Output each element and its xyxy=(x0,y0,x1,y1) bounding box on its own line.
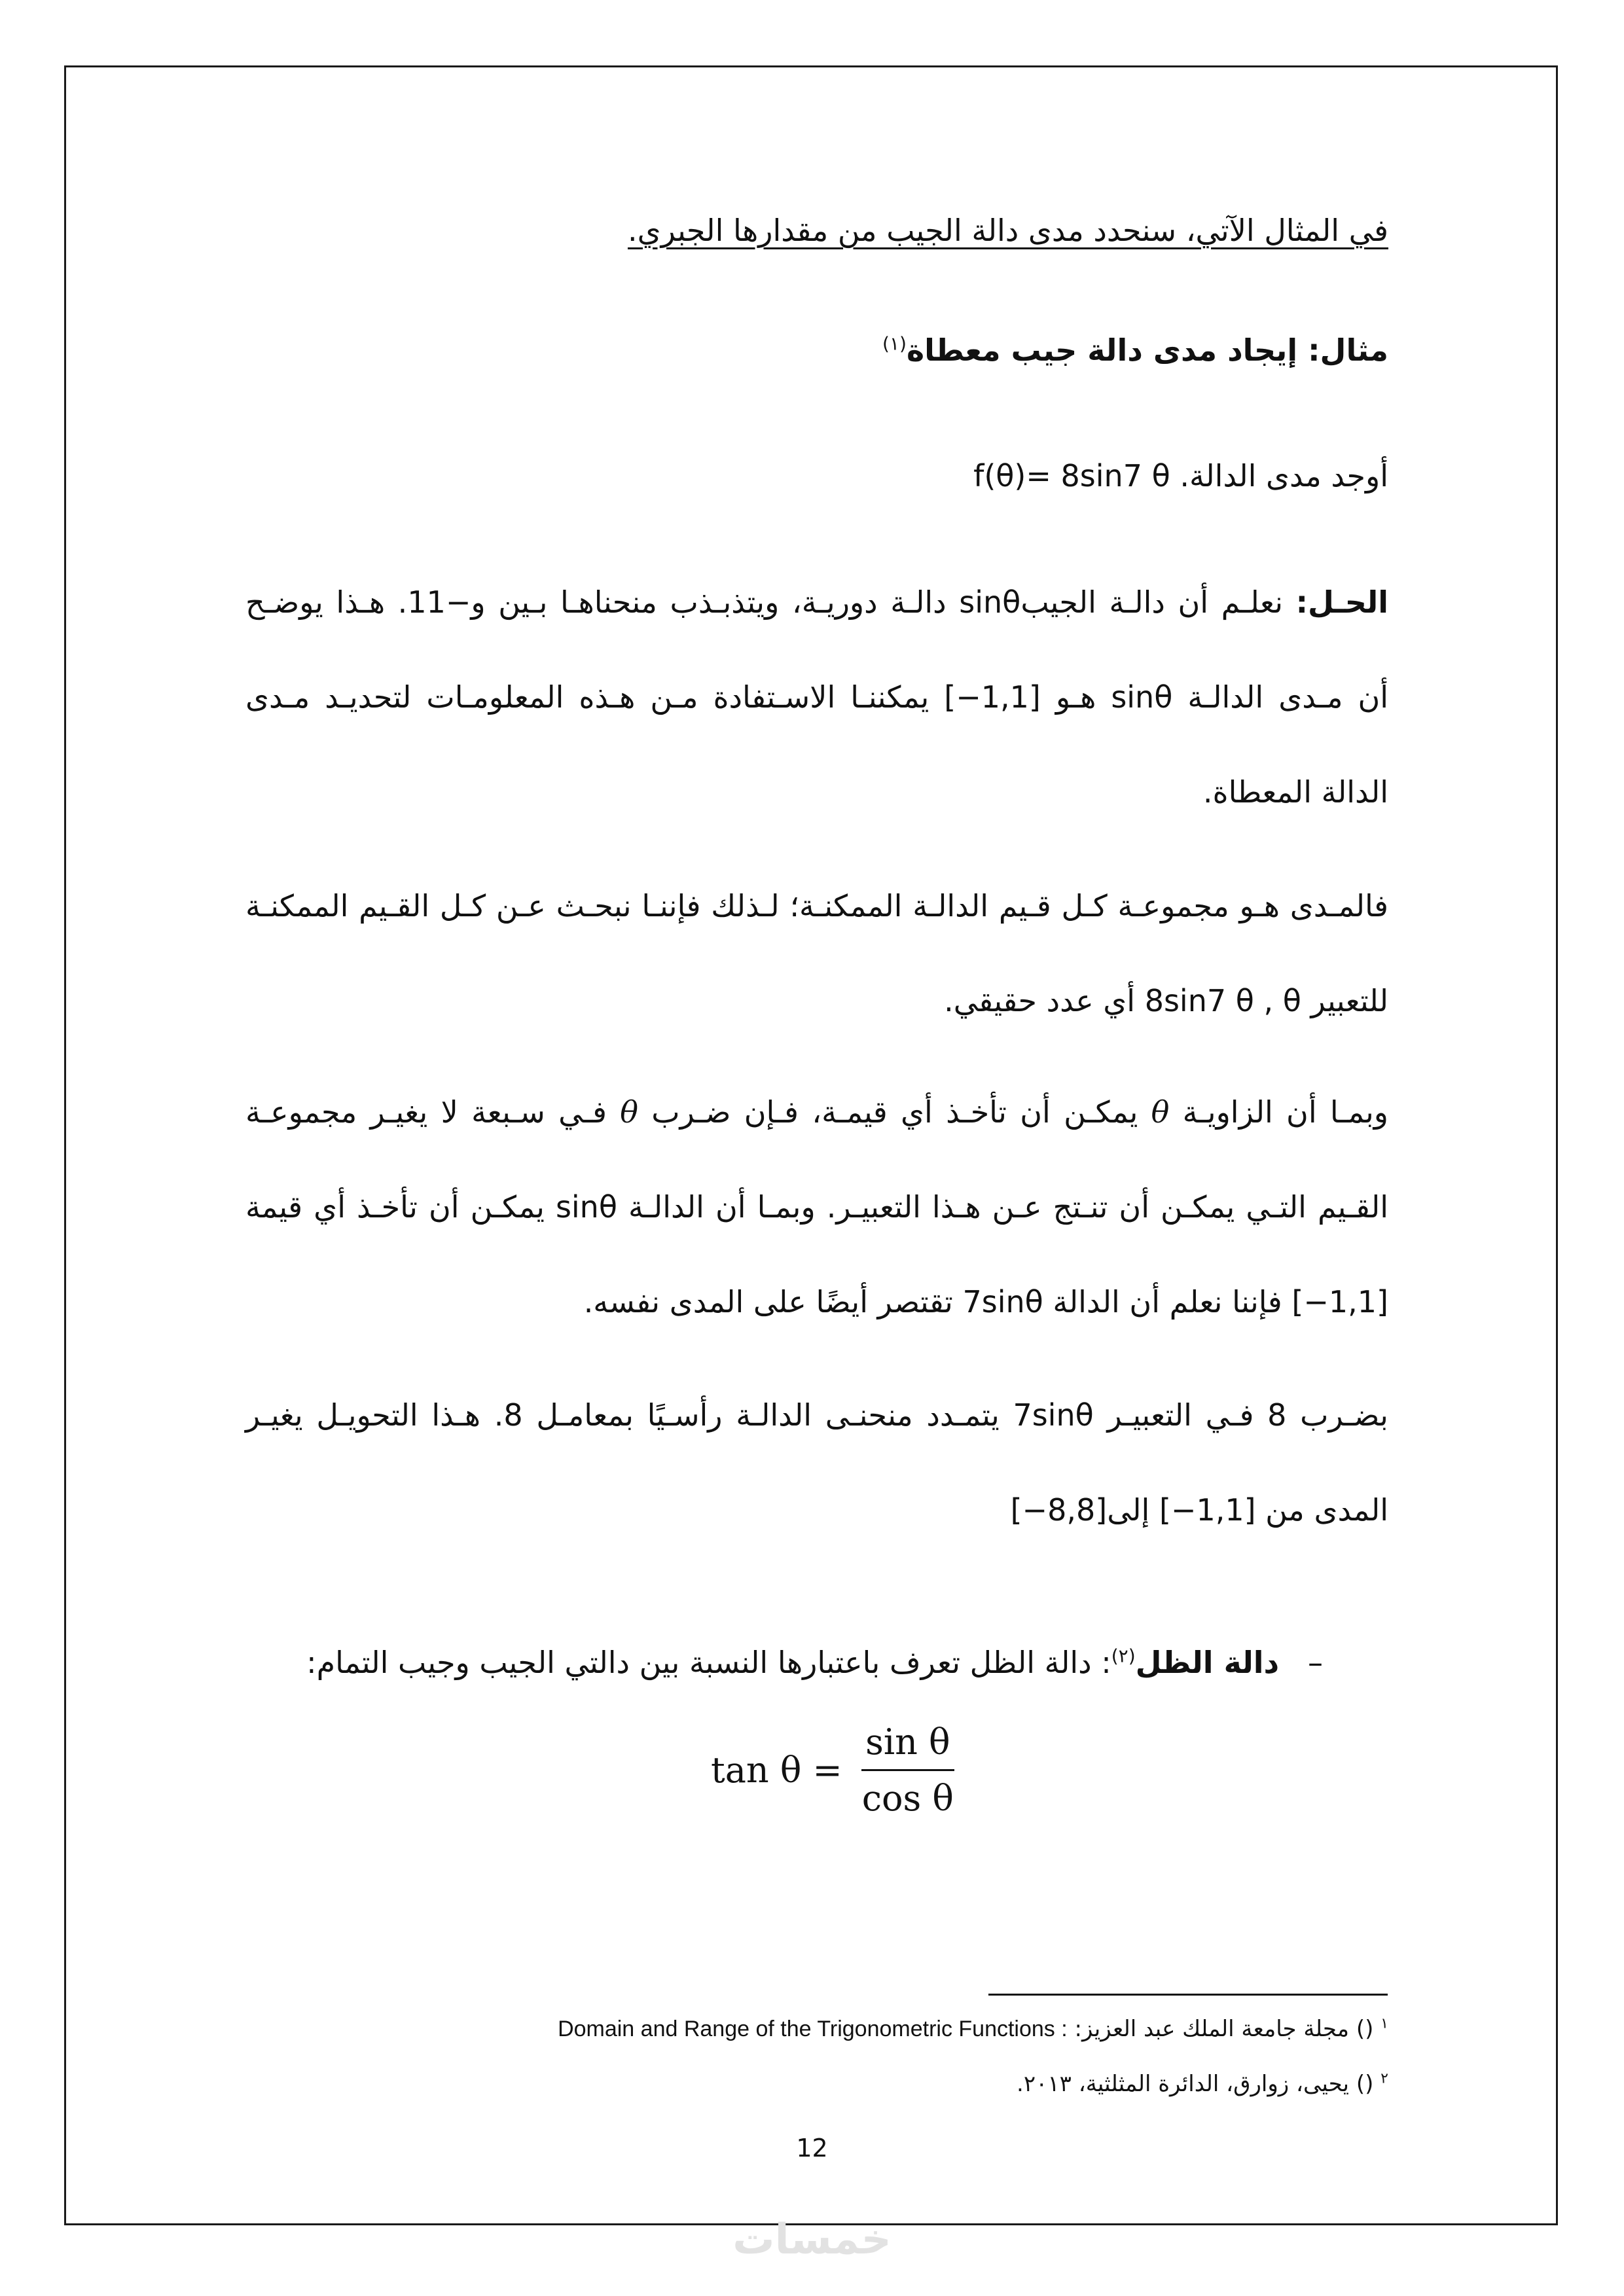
angle-text-b: يمكـن أن تأخـذ أي قيمـة، فـإن ضـرب xyxy=(638,1094,1151,1130)
footnote-text: () يحيى، زوارق، الدائرة المثلثية، ٢٠١٣. xyxy=(1017,2071,1374,2097)
solution-text-d: هـو xyxy=(1040,679,1111,715)
sin-theta: sinθ xyxy=(555,1189,617,1225)
formula-numerator: sin θ xyxy=(861,1721,954,1771)
theta-symbol: θ xyxy=(1151,1094,1170,1130)
angle-text-a: وبمـا أن الزاويـة xyxy=(1169,1094,1388,1130)
interval-unit: [−1,1] xyxy=(1291,1284,1388,1319)
scaling-text-c: إلى xyxy=(1107,1492,1159,1528)
footnote-separator xyxy=(988,1994,1388,1996)
expression-8sin7theta: 8sin7 θ , θ xyxy=(1144,983,1301,1018)
footnote-english: Domain and Range of the Trigonometric Functions : xyxy=(558,2017,1068,2041)
footnote-2 xyxy=(210,2071,1388,2097)
interval-scaled: [−8,8] xyxy=(1010,1492,1108,1528)
solution-paragraph xyxy=(245,555,1388,840)
solution-text-e: يمكننـا الاسـتفادة مـن هـذه المعلومـات لتحديـد مـدى الدالة المعطاة. xyxy=(245,679,1388,810)
angle-text-c: فـي سـبعة لا يغيـر مجموعـة القـيم التـي يمكـن أن تنـتج عـن هـذا التعبيـر. وبمـا أن الدالـة xyxy=(245,1094,1388,1225)
angle-text-f: تقتصر أيضًا على المدى نفسه. xyxy=(583,1284,963,1319)
range-bounds: 1و−1 xyxy=(407,584,486,620)
tangent-text: : دالة الظل تعرف باعتبارها النسبة بين دالتي الجيب وجيب التمام: xyxy=(306,1645,1111,1680)
scaling-text-a: بضـرب 8 فـي التعبيـر xyxy=(1093,1397,1388,1433)
angle-text-e: فإننا نعلم أن الدالة xyxy=(1043,1284,1292,1319)
problem-formula: f(θ)= 8sin7 θ xyxy=(973,458,1170,493)
formula-denominator: cos θ xyxy=(861,1778,954,1819)
footnote-mark: ٢ xyxy=(1380,2070,1388,2087)
solution-text-c: . هـذا يوضـح أن مـدى الدالـة xyxy=(245,584,1388,715)
formula-lhs: tan θ = xyxy=(711,1749,842,1791)
problem-prefix: أوجد مدى الدالة. xyxy=(1180,458,1388,493)
intro-paragraph: في المثال الآتي، سنحدد مدى دالة الجيب من مقدارها الجبري. xyxy=(627,213,1388,248)
interval-unit: [−1,1] xyxy=(1159,1492,1256,1528)
example-title: مثال: إيجاد مدى دالة جيب معطاة xyxy=(906,332,1388,368)
expression-7sintheta: 7sinθ xyxy=(962,1284,1043,1319)
expression-7sintheta: 7sinθ xyxy=(1013,1397,1094,1433)
angle-paragraph xyxy=(245,1065,1388,1350)
tangent-formula xyxy=(711,1721,958,1819)
solution-label: الحـل: xyxy=(1295,584,1388,620)
scaling-text-b: يتمـدد منحنـى الدالـة رأسـيًا بمعامـل 8. هـذا التحويـل يغيـر المدى من xyxy=(245,1397,1388,1528)
list-dash: – xyxy=(1308,1645,1323,1680)
example-heading xyxy=(245,331,1388,370)
range-paragraph xyxy=(245,859,1388,1049)
interval-unit: [−1,1] xyxy=(944,679,1041,715)
watermark: خمسات xyxy=(732,2215,892,2264)
angle-text-d: يمكـن أن تأخـذ أي قيمة xyxy=(245,1189,556,1225)
footnote-text: () مجلة جامعة الملك عبد العزيز: xyxy=(1067,2016,1374,2042)
footnote-ref-1: (١) xyxy=(882,332,907,355)
sin-theta: sinθ xyxy=(959,584,1021,620)
problem-statement xyxy=(245,456,1388,495)
footnote-1 xyxy=(210,2016,1388,2042)
solution-text-b: دالـة دوريـة، ويتذبـذب منحناهـا بـين xyxy=(485,584,960,620)
solution-text-a: نعلـم أن دالـة الجيب xyxy=(1020,584,1296,620)
range-text-b: أي عدد حقيقي. xyxy=(944,983,1145,1018)
theta-symbol: θ xyxy=(620,1094,638,1130)
tangent-definition xyxy=(210,1643,1323,1682)
formula-fraction xyxy=(858,1721,958,1819)
sin-theta: sinθ xyxy=(1111,679,1173,715)
footnote-ref-2: (٢) xyxy=(1111,1645,1136,1667)
scaling-paragraph xyxy=(245,1368,1388,1558)
range-text-a: فالمـدى هـو مجموعـة كـل قـيم الدالـة الممكنـة؛ لـذلك فإننـا نبحـث عـن كـل القـيم الممكنـة للتعبير xyxy=(245,888,1388,1018)
tangent-title: دالة الظل xyxy=(1135,1645,1280,1680)
footnote-mark: ١ xyxy=(1380,2015,1388,2032)
page-number: 12 xyxy=(796,2134,828,2162)
